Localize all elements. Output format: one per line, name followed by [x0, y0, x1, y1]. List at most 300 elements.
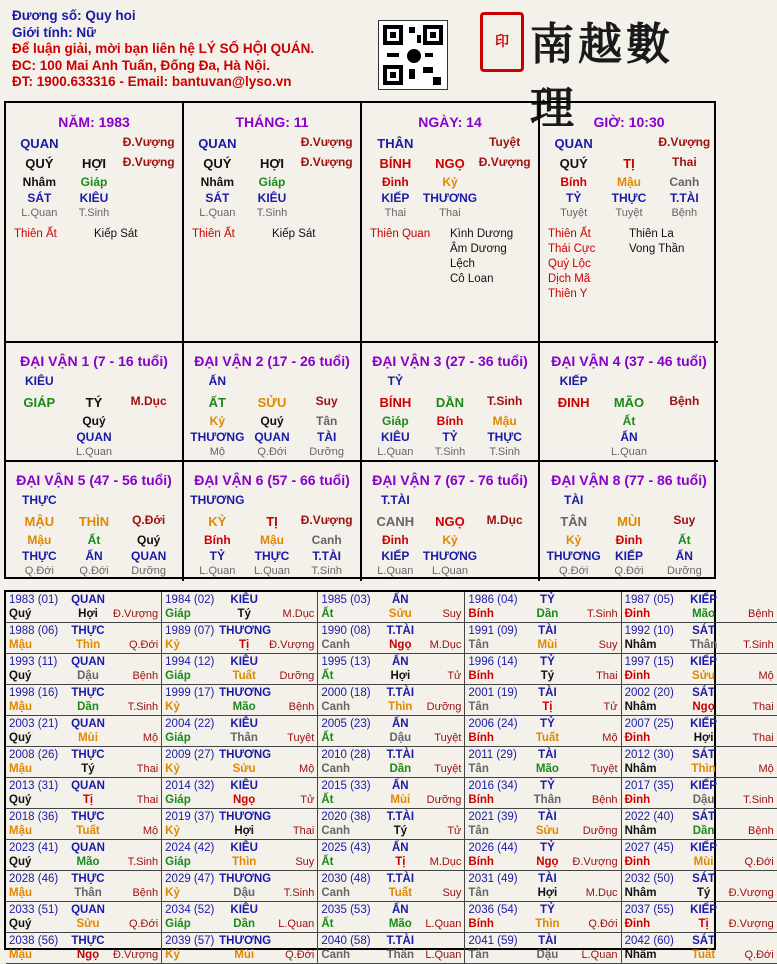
year-stage: Đ.Vượng	[269, 639, 315, 651]
pillar-stems	[6, 134, 182, 221]
year-extra	[269, 717, 314, 731]
year-row-bottom	[165, 948, 314, 962]
life-stage	[477, 564, 532, 579]
year-label: 2004 (22)	[165, 718, 215, 730]
year-label: 2022 (40)	[624, 811, 674, 823]
hidden-star: ẤN	[85, 549, 103, 563]
year-star: ẤN	[392, 842, 409, 854]
year-branch: Ngọ	[232, 794, 256, 806]
year-label: 2009 (27)	[165, 749, 215, 761]
year-label: 1993 (11)	[9, 656, 58, 668]
year-star: QUAN	[71, 656, 105, 668]
year-stage: Dưỡng	[582, 825, 618, 837]
year-star: TỶ	[540, 904, 555, 916]
pillar-value: QUAN	[20, 136, 59, 151]
pillar-value: Đ.Vượng	[478, 155, 531, 169]
decade-branch: MÙI	[617, 514, 641, 529]
year-stem: Kỷ	[165, 701, 180, 713]
year-cell	[465, 747, 621, 778]
spacer	[121, 373, 176, 393]
hidden-star: TỶ	[209, 549, 225, 563]
spacer	[657, 492, 712, 512]
pillar-value: Đ.Vượng	[300, 135, 353, 149]
year-label: 2017 (35)	[624, 780, 674, 792]
life-stage: Dưỡng	[309, 446, 345, 458]
year-star: THƯƠNG	[219, 749, 272, 761]
year-stem: Giáp	[165, 732, 191, 744]
star-name: Thiên Quan	[370, 228, 431, 240]
year-stem: Đinh	[624, 670, 651, 682]
hidden-star: KIẾP	[381, 191, 410, 205]
year-cell	[622, 840, 777, 871]
year-cell	[162, 840, 318, 871]
year-label: 1998 (16)	[9, 687, 59, 699]
star-name: Thiên Ất	[14, 228, 57, 240]
year-star: THƯƠNG	[219, 625, 272, 637]
year-row-bottom	[468, 917, 617, 931]
decade-stage: Suy	[315, 394, 338, 408]
year-branch: Sửu	[388, 608, 412, 620]
decade-branch: DẦN	[435, 395, 465, 410]
hidden-star: QUAN	[254, 430, 290, 444]
year-label: 2014 (32)	[165, 780, 215, 792]
year-row-top	[468, 624, 617, 638]
spacer	[245, 492, 300, 512]
year-stage: Bệnh	[132, 670, 159, 682]
year-star: TỶ	[540, 656, 555, 668]
year-cell	[318, 685, 465, 716]
life-stage	[657, 445, 712, 460]
decade-stage: Bệnh	[669, 394, 700, 408]
year-star: TÀI	[538, 687, 557, 699]
year-stem: Quý	[9, 670, 32, 682]
year-row-top	[9, 748, 158, 762]
red-seal-logo	[480, 12, 524, 72]
year-row-bottom	[165, 731, 314, 745]
life-stage: Q.Đới	[614, 565, 644, 577]
year-star: SÁT	[692, 749, 716, 761]
year-stem: Đinh	[624, 918, 651, 930]
year-cell	[162, 871, 318, 902]
year-star: T.TÀI	[386, 935, 415, 947]
year-label: 1983 (01)	[9, 594, 59, 606]
year-extra	[425, 655, 461, 669]
year-stem: Đinh	[624, 608, 651, 620]
hidden-stem: Quý	[136, 533, 161, 547]
year-label: 2030 (48)	[321, 873, 371, 885]
year-cell	[162, 623, 318, 654]
year-label: 1999 (17)	[165, 687, 215, 699]
year-stem: Tân	[468, 701, 489, 713]
year-stem: Canh	[321, 639, 351, 651]
hidden-star: KIÊU	[79, 191, 109, 205]
year-stem: Kỷ	[165, 825, 180, 837]
spacer	[299, 373, 354, 393]
year-row-top	[165, 841, 314, 855]
year-extra	[572, 810, 617, 824]
pillar-title: NĂM: 1983	[58, 114, 130, 130]
year-row-bottom	[625, 948, 774, 962]
brand-logo-text: 南越數理	[530, 19, 674, 134]
year-label: 1984 (02)	[165, 594, 215, 606]
year-extra	[269, 872, 314, 886]
decade-luck-cell	[184, 462, 362, 581]
year-extra	[113, 624, 158, 638]
year-cell	[162, 654, 318, 685]
year-row-bottom	[468, 855, 617, 869]
year-row-top	[165, 872, 314, 886]
decade-title: ĐẠI VẬN 8 (77 - 86 tuổi)	[551, 472, 707, 488]
year-label: 2019 (37)	[165, 811, 215, 823]
year-extra	[269, 841, 314, 855]
year-stage: L.Quan	[425, 949, 462, 961]
year-stage: Thai	[136, 763, 159, 775]
life-stage: Mộ	[209, 446, 225, 458]
life-stage	[121, 445, 176, 460]
year-stage: Bệnh	[748, 825, 774, 837]
year-row-bottom	[165, 669, 314, 683]
year-extra	[572, 686, 617, 700]
year-stem: Giáp	[165, 856, 191, 868]
year-stem: Quý	[9, 794, 32, 806]
year-extra	[269, 686, 314, 700]
star-name: Kiếp Sát	[272, 228, 316, 240]
year-stem: Giáp	[165, 918, 191, 930]
year-branch: Tuất	[388, 887, 413, 899]
hidden-stem: Nhâm	[22, 175, 56, 189]
year-row-top	[165, 903, 314, 917]
year-extra	[269, 624, 314, 638]
year-extra	[113, 810, 158, 824]
year-branch: Dậu	[233, 887, 256, 899]
year-row-bottom	[321, 638, 461, 652]
year-stem: Mậu	[9, 639, 32, 651]
year-stem: Canh	[321, 763, 351, 775]
pillar-value: Đ.Vượng	[658, 135, 711, 149]
life-stage	[121, 206, 176, 221]
hidden-star: ẤN	[675, 549, 693, 563]
year-cell	[622, 685, 777, 716]
year-star: ẤN	[392, 594, 409, 606]
year-row-bottom	[468, 824, 617, 838]
year-row-top	[468, 655, 617, 669]
year-row-bottom	[9, 607, 158, 621]
year-row-top	[468, 903, 617, 917]
star-name: Quý Lộc	[548, 258, 591, 270]
year-label: 1987 (05)	[624, 594, 674, 606]
year-star: SÁT	[692, 811, 716, 823]
year-stage: Đ.Vượng	[728, 887, 774, 899]
qr-code[interactable]	[378, 20, 448, 90]
year-cell	[622, 747, 777, 778]
year-branch: Mão	[232, 701, 256, 713]
star-name: Thiên Y	[548, 288, 588, 300]
yearly-luck-table	[4, 590, 774, 961]
address: ĐC: 100 Mai Anh Tuấn, Đống Đa, Hà Nội.	[12, 57, 271, 73]
spacer	[601, 492, 656, 512]
year-extra	[572, 872, 617, 886]
spacer	[67, 373, 122, 393]
year-label: 2011 (29)	[468, 749, 517, 761]
year-row-bottom	[165, 638, 314, 652]
year-stage: Bệnh	[748, 608, 774, 620]
star-name: Âm Dương Lệch	[450, 243, 507, 270]
year-branch: Ngọ	[389, 639, 412, 651]
year-row-top	[321, 593, 461, 607]
year-branch: Ngọ	[536, 856, 559, 868]
year-star: KIẾP	[690, 904, 717, 916]
phone-email[interactable]: ĐT: 1900.633316 - Email: bantuvan@lyso.vn	[12, 74, 292, 89]
decade-grid	[540, 373, 718, 460]
hidden-stem: Đinh	[381, 533, 409, 547]
year-cell	[6, 716, 162, 747]
year-row-top	[165, 593, 314, 607]
year-stage: Dưỡng	[426, 794, 462, 806]
hidden-stem: Giáp	[258, 175, 286, 189]
year-stem: Giáp	[165, 608, 191, 620]
special-stars	[540, 221, 718, 302]
year-branch: Tị	[239, 639, 250, 651]
year-stem: Đinh	[624, 794, 651, 806]
year-row-top	[321, 686, 461, 700]
year-star: TỶ	[540, 842, 555, 854]
pillar-value: QUAN	[198, 136, 237, 151]
hidden-star: QUAN	[76, 430, 112, 444]
hidden-stem: Giáp	[381, 414, 409, 428]
year-stage: Tử	[447, 825, 462, 837]
year-branch: Tý	[393, 825, 408, 837]
year-star: ẤN	[392, 718, 409, 730]
year-label: 2036 (54)	[468, 904, 518, 916]
decade-stem: MẬU	[24, 514, 55, 529]
hidden-stem: Quý	[82, 414, 106, 428]
year-extra	[425, 686, 461, 700]
year-branch: Thân	[689, 639, 718, 651]
year-cell	[6, 685, 162, 716]
year-label: 2034 (52)	[165, 904, 215, 916]
year-branch: Dần	[77, 701, 99, 713]
year-row-top	[625, 779, 774, 793]
hidden-star: THỰC	[487, 430, 522, 444]
year-stage: Suy	[442, 608, 462, 620]
life-stage: Q.Đới	[24, 565, 54, 577]
year-label: 2006 (24)	[468, 718, 518, 730]
year-extra	[113, 779, 158, 793]
life-stage: Tuyệt	[560, 207, 588, 219]
year-star: TÀI	[538, 873, 557, 885]
year-label: 1991 (09)	[468, 625, 518, 637]
year-star: THỰC	[71, 935, 105, 947]
decade-title: ĐẠI VẬN 1 (7 - 16 tuổi)	[20, 353, 168, 369]
life-stage: L.Quan	[199, 207, 236, 219]
year-cell	[162, 809, 318, 840]
life-stage: Q.Đới	[559, 565, 589, 577]
year-stage: Mộ	[758, 763, 774, 775]
year-star: KIÊU	[230, 594, 258, 606]
year-branch: Mùi	[390, 794, 411, 806]
year-extra	[269, 748, 314, 762]
year-branch: Hợi	[693, 732, 714, 744]
star-name: Kình Dương	[450, 228, 514, 240]
year-stem: Đinh	[624, 732, 651, 744]
year-branch: Dần	[389, 763, 412, 775]
year-branch: Sửu	[535, 825, 559, 837]
year-extra	[113, 872, 158, 886]
year-star: T.TÀI	[386, 687, 415, 699]
year-stem: Ất	[321, 670, 334, 682]
year-star: KIÊU	[230, 718, 258, 730]
year-cell	[162, 592, 318, 623]
year-branch: Mão	[535, 763, 559, 775]
hidden-stem: Kỷ	[442, 175, 458, 189]
hidden-stem	[12, 413, 67, 429]
stars-col-2	[629, 227, 710, 302]
life-stage: Q.Đới	[79, 565, 109, 577]
decade-stem: BÍNH	[379, 395, 412, 410]
decade-grid	[6, 373, 182, 460]
year-extra	[572, 748, 617, 762]
stars-col-1	[192, 227, 272, 242]
hidden-stem: Bính	[436, 414, 464, 428]
year-star: KIẾP	[690, 780, 717, 792]
hidden-star	[12, 429, 67, 445]
year-row-top	[468, 686, 617, 700]
year-row-top	[321, 655, 461, 669]
stars-col-2	[272, 227, 352, 242]
year-cell	[622, 716, 777, 747]
year-row-bottom	[321, 762, 461, 776]
year-row-bottom	[468, 700, 617, 714]
pillar-value: THÂN	[377, 136, 414, 151]
year-row-top	[625, 655, 774, 669]
year-star: SÁT	[692, 935, 716, 947]
hidden-star	[121, 190, 176, 206]
hidden-star: T.TÀI	[312, 549, 341, 563]
profile-header	[12, 8, 314, 91]
year-extra	[425, 624, 461, 638]
year-stage: Thai	[752, 732, 774, 744]
year-stem: Ất	[321, 794, 334, 806]
year-row-bottom	[165, 855, 314, 869]
year-stem: Kỷ	[165, 887, 180, 899]
year-extra	[572, 717, 617, 731]
special-stars	[6, 221, 182, 242]
year-stage: Đ.Vượng	[572, 856, 618, 868]
year-stem: Tân	[468, 887, 489, 899]
year-star: T.TÀI	[386, 811, 415, 823]
year-stage: Dưỡng	[279, 670, 315, 682]
year-stage: Đ.Vượng	[113, 608, 159, 620]
decade-stage: Suy	[673, 513, 696, 527]
year-label: 2021 (39)	[468, 811, 518, 823]
year-cell	[465, 623, 621, 654]
year-cell	[318, 747, 465, 778]
year-label: 2015 (33)	[321, 780, 371, 792]
hidden-stem: Canh	[311, 533, 342, 547]
year-stage: Q.Đới	[744, 856, 774, 868]
year-cell	[465, 840, 621, 871]
hidden-stem: Kỷ	[209, 414, 225, 428]
decade-stage: M.Dục	[486, 513, 523, 527]
year-branch: Sửu	[232, 763, 256, 775]
hidden-stem	[477, 174, 532, 190]
year-row-bottom	[321, 824, 461, 838]
year-star: THỰC	[71, 625, 105, 637]
year-stem: Quý	[9, 918, 32, 930]
year-star: TỶ	[540, 718, 555, 730]
year-cell	[465, 685, 621, 716]
year-cell	[318, 716, 465, 747]
year-row-top	[165, 748, 314, 762]
year-row-bottom	[468, 669, 617, 683]
year-star: QUAN	[71, 780, 105, 792]
hidden-stem: Mậu	[492, 414, 517, 428]
year-extra	[572, 841, 617, 855]
year-extra	[269, 934, 314, 948]
year-extra	[113, 841, 158, 855]
year-stage: Bệnh	[288, 701, 315, 713]
year-label: 2024 (42)	[165, 842, 215, 854]
decade-star: T.TÀI	[380, 493, 410, 507]
year-extra	[729, 624, 774, 638]
year-cell	[318, 623, 465, 654]
year-extra	[729, 748, 774, 762]
spacer	[423, 373, 478, 393]
year-star: KIÊU	[230, 780, 258, 792]
hidden-stem: Quý	[260, 414, 284, 428]
year-cell	[465, 871, 621, 902]
year-row-bottom	[468, 638, 617, 652]
pillar-cell	[6, 103, 184, 343]
pillar-value: NGỌ	[435, 156, 465, 171]
year-stage: Q.Đới	[128, 918, 159, 930]
year-row-top	[321, 624, 461, 638]
year-cell	[162, 778, 318, 809]
year-branch: Dậu	[77, 670, 99, 682]
year-extra	[113, 717, 158, 731]
hidden-stem: Nhâm	[200, 175, 234, 189]
decade-branch: TỊ	[266, 514, 278, 529]
year-branch: Ngọ	[692, 701, 715, 713]
year-branch: Thìn	[535, 918, 560, 930]
year-branch: Dậu	[692, 794, 715, 806]
year-row-bottom	[625, 638, 774, 652]
year-row-bottom	[321, 948, 461, 962]
year-extra	[113, 934, 158, 948]
year-stage: Mộ	[602, 732, 618, 744]
year-cell	[162, 933, 318, 964]
year-row-top	[625, 810, 774, 824]
year-branch: Dần	[233, 918, 256, 930]
year-cell	[465, 654, 621, 685]
year-label: 2041 (59)	[468, 935, 518, 947]
year-stage: Q.Đới	[744, 949, 774, 961]
year-stem: Quý	[9, 732, 32, 744]
year-row-bottom	[625, 700, 774, 714]
year-stem: Nhâm	[624, 763, 657, 775]
year-row-bottom	[468, 762, 617, 776]
life-stage: Q.Đới	[257, 446, 287, 458]
year-stem: Bính	[468, 670, 494, 682]
year-cell	[318, 592, 465, 623]
year-stem: Ất	[321, 732, 334, 744]
year-star: THƯƠNG	[219, 811, 272, 823]
stars-col-1	[370, 227, 450, 287]
pillar-value: BÍNH	[379, 156, 412, 171]
pillars-grid	[4, 101, 716, 579]
year-cell	[6, 871, 162, 902]
year-row-bottom	[9, 762, 158, 776]
